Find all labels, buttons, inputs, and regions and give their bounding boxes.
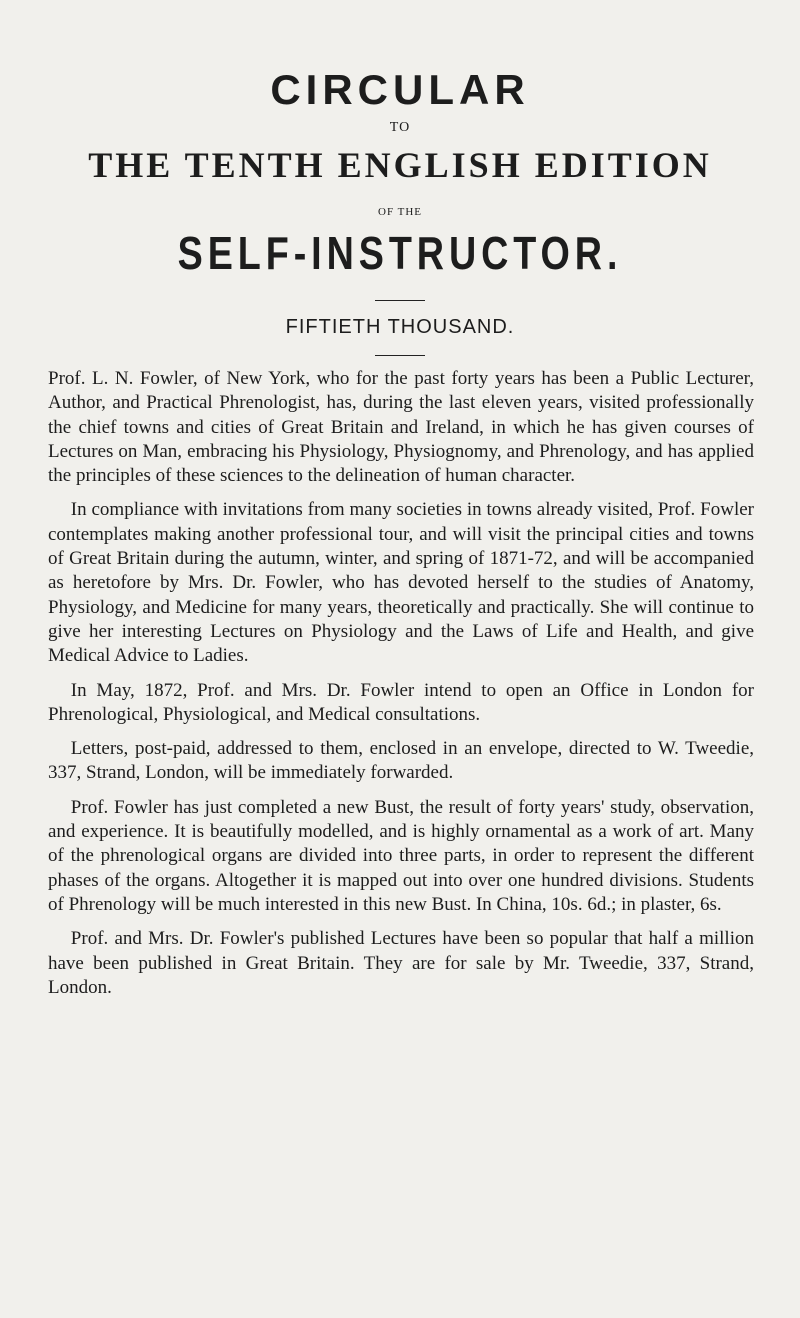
document-title: CIRCULAR xyxy=(270,66,530,113)
edition-heading: THE TENTH ENGLISH EDITION xyxy=(88,145,712,185)
paragraph-4: Letters, post-paid, addressed to them, enclosed in an envelope, directed to W. Tweedie, 337, Strand, London, will be immediately forwarded. xyxy=(48,738,754,784)
divider-upper xyxy=(375,300,425,301)
circular-body xyxy=(48,367,754,1010)
paragraph-3: In May, 1872, Prof. and Mrs. Dr. Fowler intend to open an Office in London for Phrenological, Physiological, and Medical consultations. xyxy=(48,679,754,725)
to-label: TO xyxy=(389,120,411,135)
of-the-label: OF THE xyxy=(378,206,422,218)
divider-lower xyxy=(375,355,425,356)
paragraph-6: Prof. and Mrs. Dr. Fowler's published Lectures have been so popular that half a million have been published in Great Britain. They are for sale by Mr. Tweedie, 337, Strand, London. xyxy=(48,928,754,998)
paragraph-5: Prof. Fowler has just completed a new Bust, the result of forty years' study, observation, and experience. It is beautifully modelled, and is highly ornamental as a work of art. Many of the phrenological organs are divided into three parts, in order to represent the different phases of the organs. Altogether it is mapped out into over one hundred divisions. Students of Phrenology will be much interested in this new Bust. In China, 10s. 6d.; in plaster, 6s. xyxy=(48,796,754,915)
work-title: SELF-INSTRUCTOR. xyxy=(177,227,623,279)
paragraph-1: Prof. L. N. Fowler, of New York, who for the past forty years has been a Public Lecturer, Author, and Practical Phrenologist, has, during the last eleven years, visited professionally the chief towns and cities of Great Britain and Ireland, in which he has given courses of Lectures on Man, embracing his Physiology, Physiognomy, and Phrenology, and has applied the principles of these sciences to the delineation of human character. xyxy=(48,368,754,487)
thousand-label: FIFTIETH THOUSAND. xyxy=(285,316,515,338)
paragraph-2: In compliance with invitations from many societies in towns already visited, Prof. Fowler contemplates making another professional tour, and will visit the principal cities and towns of Great Britain during the autumn, winter, and spring of 1871-72, and will be accompanied as heretofore by Mrs. Dr. Fowler, who has devoted herself to the studies of Anatomy, Physiology, and Medicine for many years, theoretically and practically. She will continue to give her interesting Lectures on Physiology and the Laws of Life and Health, and give Medical Advice to Ladies. xyxy=(48,499,754,667)
